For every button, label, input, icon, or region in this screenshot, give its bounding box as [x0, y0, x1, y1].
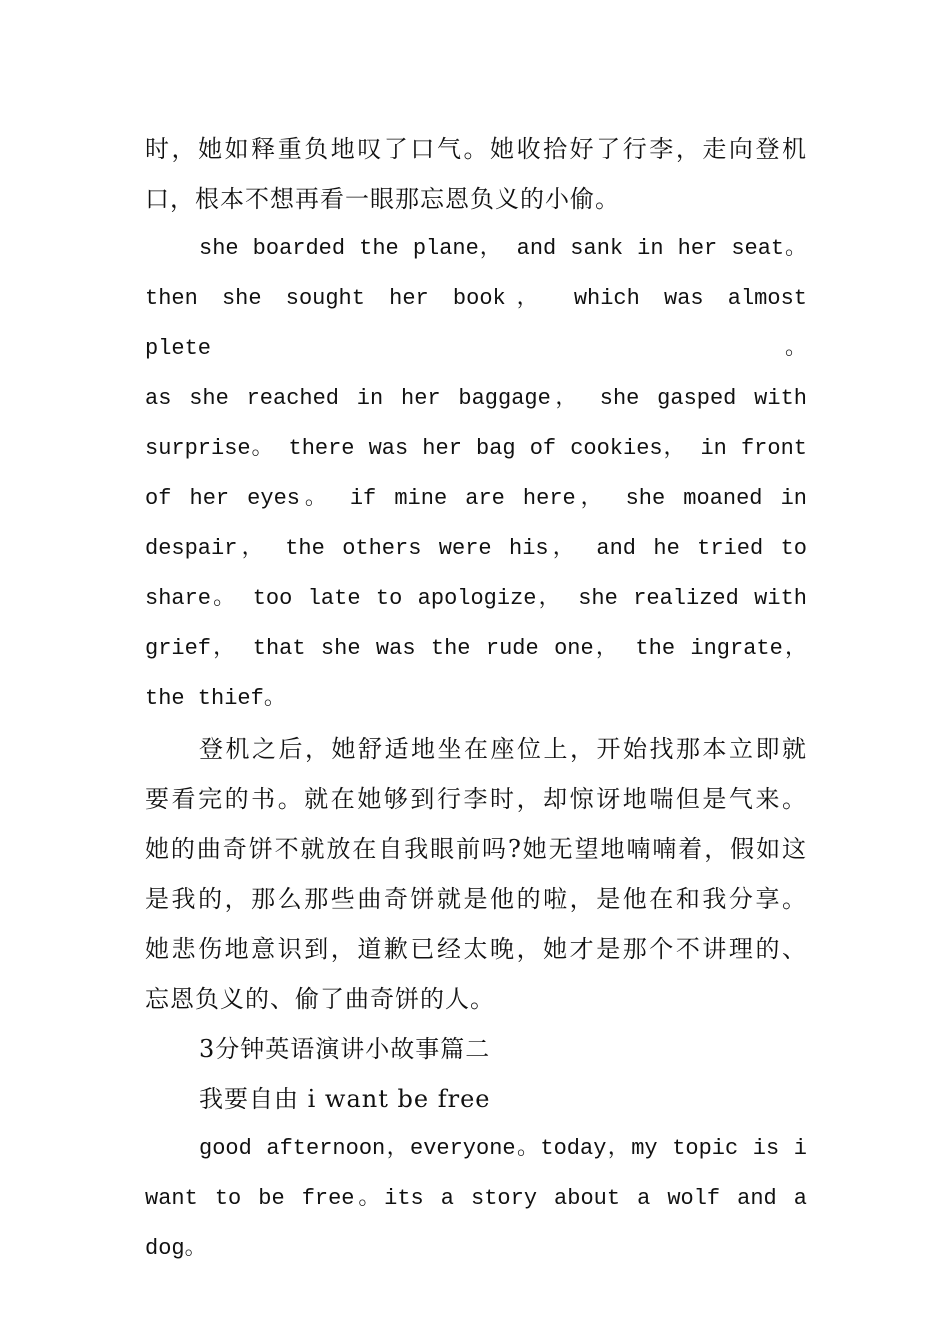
text-line: as she reached in her baggage， she gasped with	[145, 386, 807, 411]
text-line: 她的曲奇饼不就放在自我眼前吗?她无望地喃喃着，假如这	[145, 835, 807, 863]
text-line: want to be free。its a story about a wolf and a	[145, 1186, 807, 1211]
text-line: 是我的，那么那些曲奇饼就是他的啦，是他在和我分享。	[145, 885, 807, 913]
document-page	[145, 124, 807, 1274]
text-line: then she sought her book， which was almost plete。	[145, 286, 807, 361]
text-line: despair， the others were his， and he tried to	[145, 536, 807, 561]
speech-title	[145, 1074, 807, 1124]
text-line: of her eyes。 if mine are here， she moaned in	[145, 486, 807, 511]
text-line: 口，根本不想再看一眼那忘恩负义的小偷。	[145, 185, 620, 213]
text-line: 时，她如释重负地叹了口气。她收拾好了行李，走向登机	[145, 135, 807, 163]
text-line: good afternoon，everyone。today，my topic is i	[199, 1136, 807, 1161]
paragraph-chinese-relief	[145, 124, 807, 224]
text-line: 她悲伤地意识到，道歉已经太晚，她才是那个不讲理的、	[145, 935, 807, 963]
title-text: 我要自由 i want be free	[199, 1085, 491, 1113]
text-line: share。 too late to apologize， she realized with	[145, 586, 807, 611]
paragraph-chinese-boarding	[145, 724, 807, 1024]
paragraph-english-speech	[145, 1124, 807, 1274]
text-line: grief， that she was the rude one， the ingrate，	[145, 636, 807, 661]
section-heading	[145, 1024, 807, 1074]
paragraph-english-cookies	[145, 224, 807, 724]
text-line: she boarded the plane， and sank in her seat。	[199, 236, 807, 261]
text-line: 登机之后，她舒适地坐在座位上，开始找那本立即就	[199, 735, 807, 763]
text-line: dog。	[145, 1236, 207, 1261]
text-line: 要看完的书。就在她够到行李时，却惊讶地喘但是气来。	[145, 785, 807, 813]
text-line: the thief。	[145, 686, 286, 711]
text-line: surprise。 there was her bag of cookies， in front	[145, 436, 807, 461]
heading-text: 3分钟英语演讲小故事篇二	[199, 1035, 491, 1063]
text-line: 忘恩负义的、偷了曲奇饼的人。	[145, 985, 495, 1013]
